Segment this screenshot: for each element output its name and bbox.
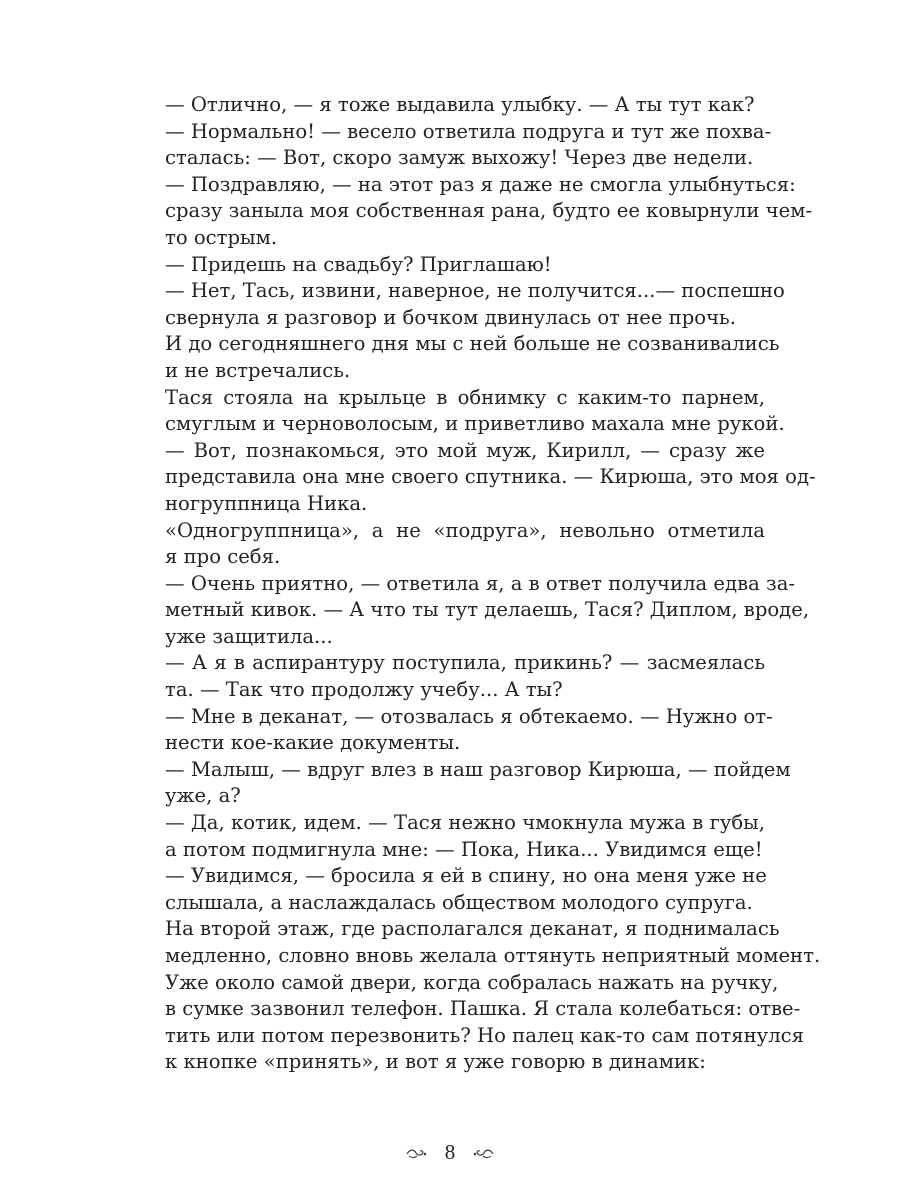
paragraph: — Нормально! — весело ответила подруга и тут же похва- сталась: — Вот, скоро замуж выхожу! Через две недели. [165, 119, 772, 170]
paragraph: — Нет, Тась, извини, наверное, не получится...— поспешно свернула я разговор и бочком двинулась от нее прочь. [165, 279, 785, 329]
paragraph: — Да, котик, идем. — Тася нежно чмокнула мужа в губы, а потом подмигнула мне: — Пока, Ника... Увидимся еще! [165, 811, 765, 861]
page-footer [0, 1139, 900, 1165]
paragraph: — Придешь на свадьбу? Приглашаю! [165, 252, 552, 276]
paragraph: — Малыш, — вдруг влез в наш разговор Кирюша, — пойдем уже, а? [165, 757, 791, 808]
paragraph: «Одногруппница», а не «подруга», невольно отметила я про себя. [165, 518, 765, 569]
paragraph: И до сегодняшнего дня мы с ней больше не созванивались и не встречались. [165, 332, 780, 382]
paragraph: На второй этаж, где располагался деканат, я поднималась медленно, словно вновь желала оттянуть неприятный момент. Уже около самой двери, когда собралась нажать на ручку, в сумке зазвонил телефон. Пашка. Я стала колебаться: отве- тить или потом перезвонить? Но палец как-то сам потянулся к кнопке «принять», и вот я уже говорю в динамик: [165, 917, 821, 1074]
paragraph: — Вот, познакомься, это мой муж, Кирилл, — сразу же представила она мне своего спутника. — Кирюша, это моя од- ногруппница Ника. [165, 438, 816, 515]
paragraph: — Поздравляю, — на этот раз я даже не смогла улыбнуться: сразу заныла моя собственная рана, будто ее ковырнули чем- то острым. [165, 172, 813, 249]
page-number: 8 [444, 1140, 456, 1164]
paragraph: — А я в аспирантуру поступила, прикинь? — засмеялась та. — Так что продолжу учебу... А ты? [165, 651, 765, 702]
fleuron-left-icon [406, 1141, 428, 1165]
paragraph: — Мне в деканат, — отозвалась я обтекаемо. — Нужно от- нести кое-какие документы. [165, 704, 773, 755]
paragraph: — Отлично, — я тоже выдавила улыбку. — А ты тут как? [165, 93, 755, 116]
fleuron-right-icon [472, 1141, 494, 1165]
body-text [137, 92, 821, 1076]
paragraph: — Увидимся, — бросила я ей в спину, но она меня уже не слышала, а наслаждалась обществом молодого супруга. [165, 864, 767, 914]
paragraph: — Очень приятно, — ответила я, а в ответ получила едва за- метный кивок. — А что ты тут делаешь, Тася? Диплом, вроде, уже защитила... [165, 571, 810, 648]
paragraph: Тася стояла на крыльце в обнимку с каким-то парнем, смуглым и черноволосым, и приветливо махала мне рукой. [165, 385, 785, 436]
